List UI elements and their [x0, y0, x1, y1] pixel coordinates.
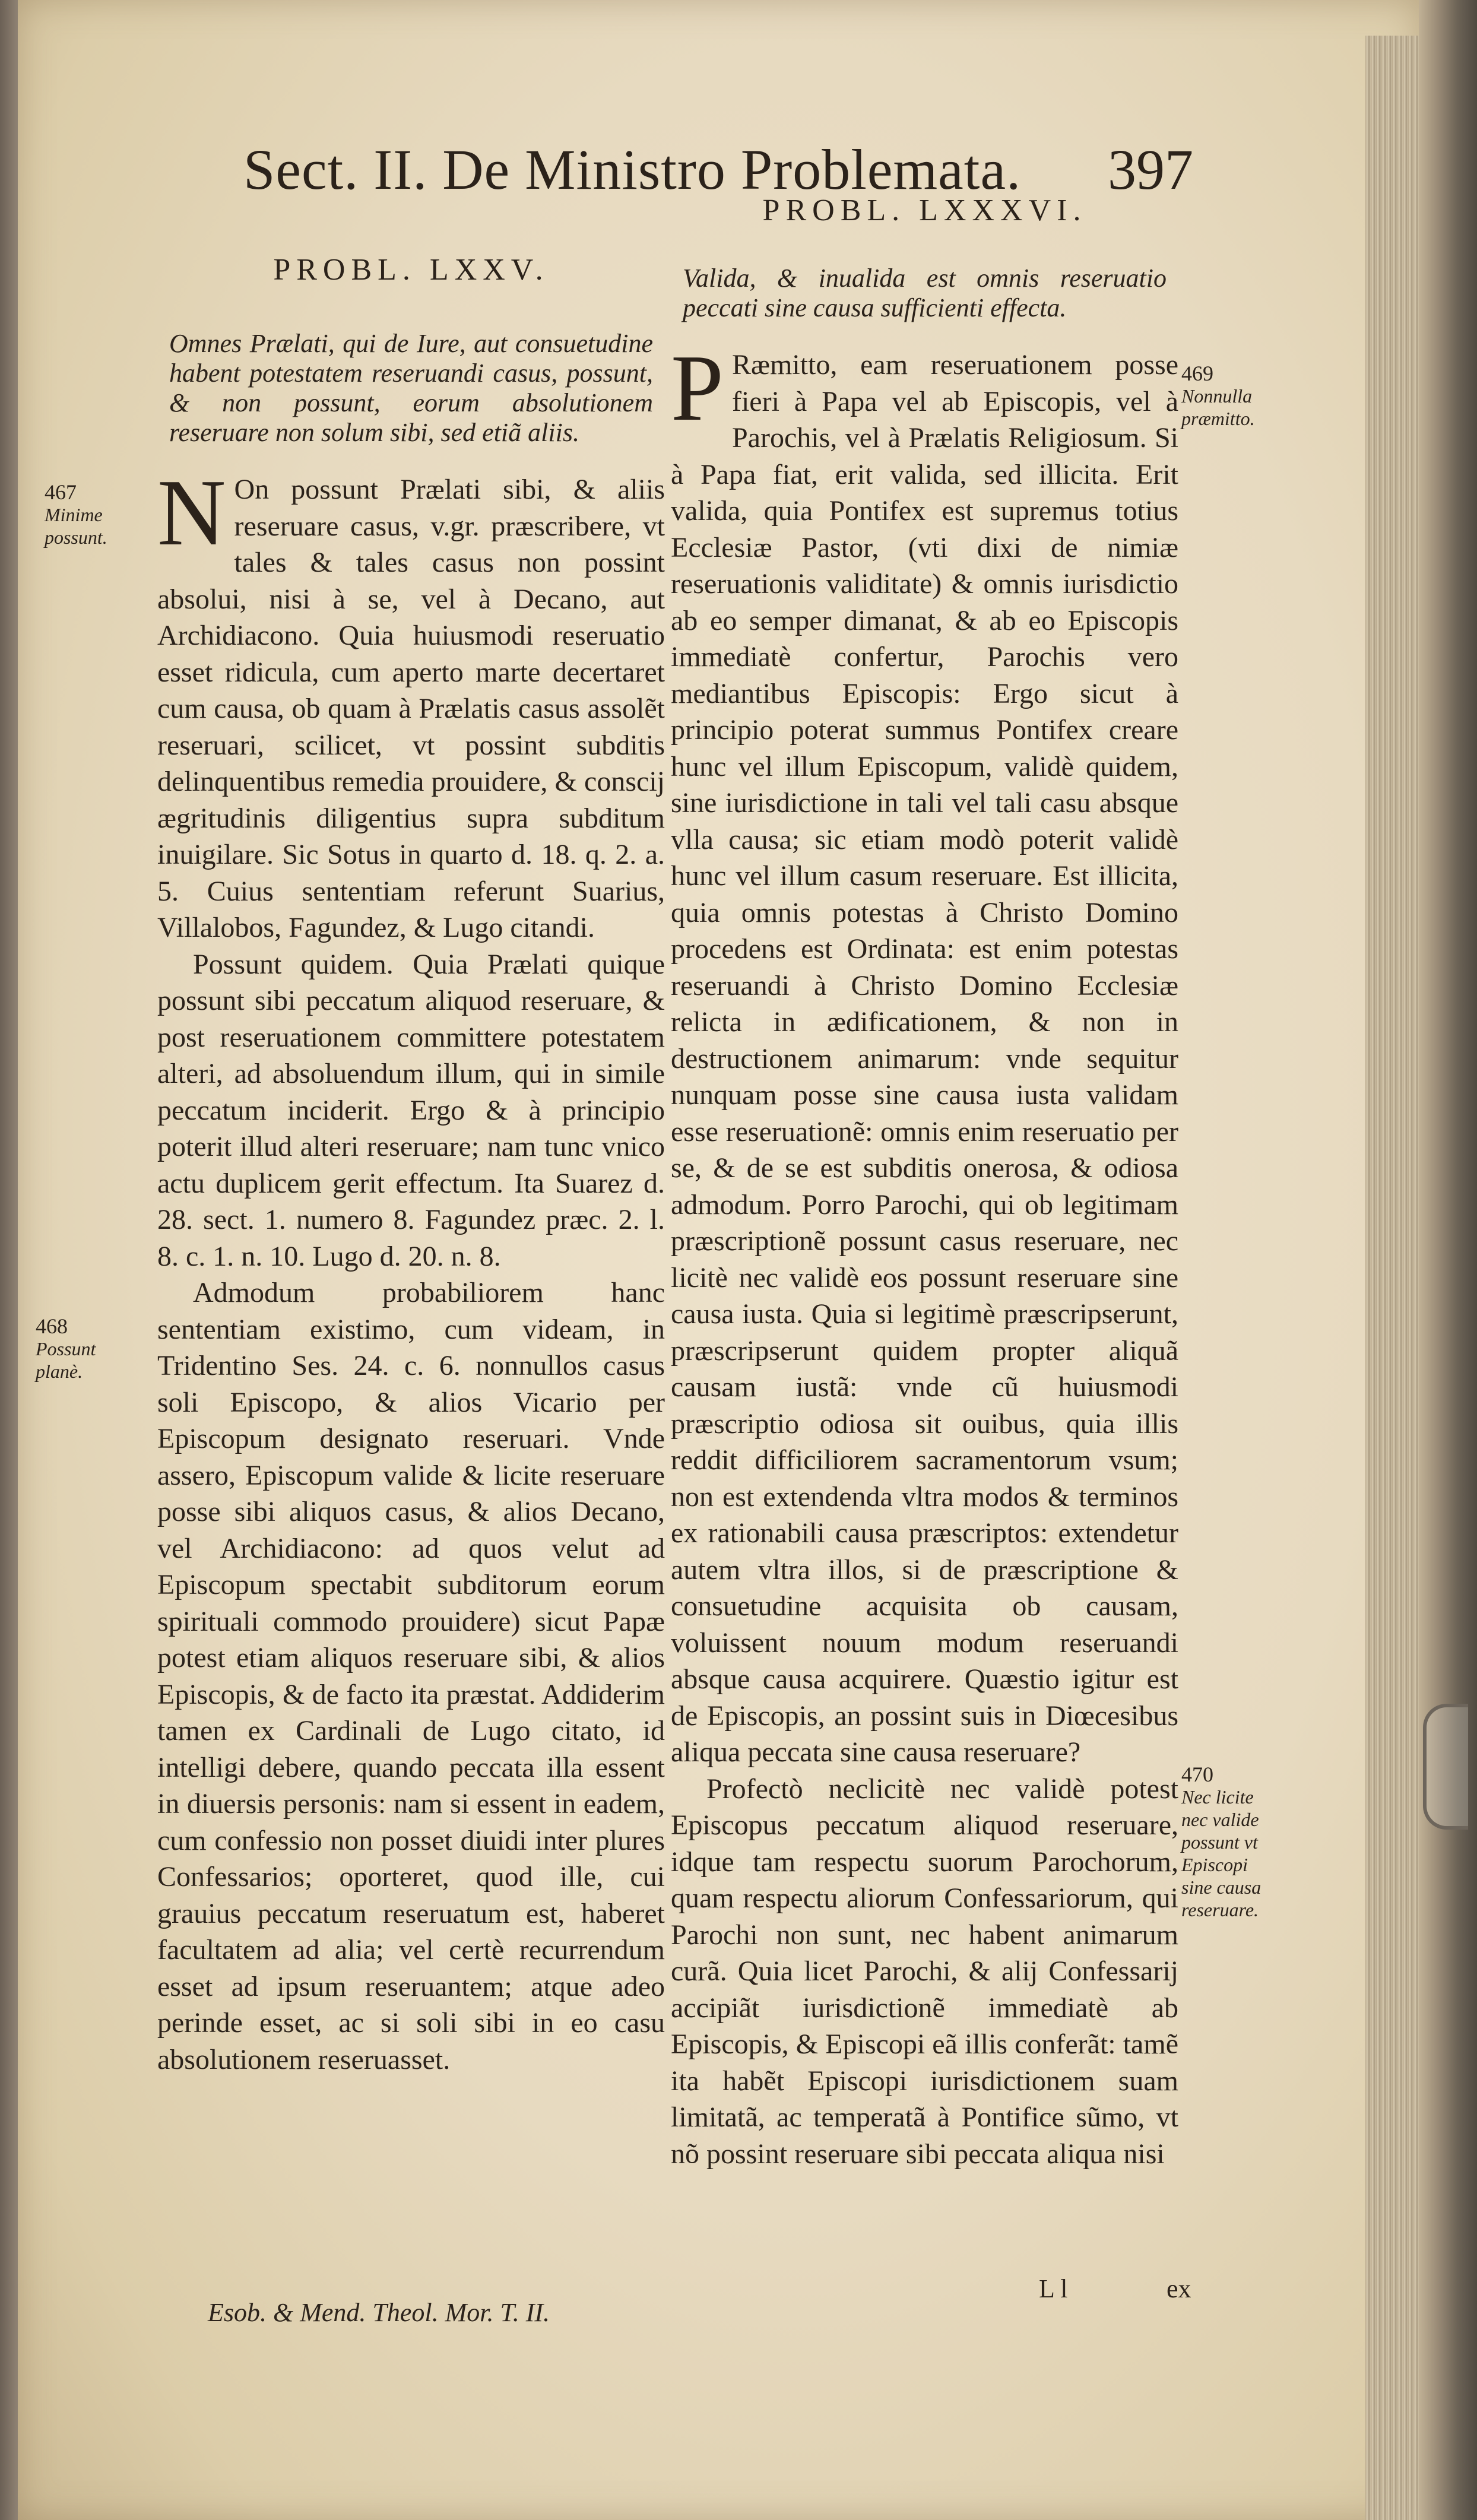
paragraph: P Ræmitto, eam reseruationem posse fieri à Papa vel ab Episcopis, vel à Parochis, vel à Prælatis Religiosum. Si à Papa fiat, erit valida, sed illicita. Erit valida, quia Pontifex est supremus totius Ecclesiæ Pastor, (vti dixi de nimiæ reseruationis validitate) & omnis iurisdictio ab eo semper dimanat, & ab eo Episcopis immediatè confertur, Parochis vero mediantibus Episcopis: Ergo sicut à principio poterat summus Pontifex creare hunc vel illum Episcopum, validè quidem, sine iurisdictione in tali vel tali casu absque vlla causa; sic etiam modò poterit validè hunc vel illum casum reseruare. Est illicita, quia omnis potestas à Christo Domino procedens est Ordinata: est enim potestas reseruandi à Christo Domino Ecclesiæ relicta in ædificationem, & non in destructionem animarum: vnde sequitur nunquam posse sine causa iusta validam esse reseruationẽ: omnis enim reseruatio per se, & de se est subditis onerosa, & odiosa admodum. Porro Parochi, qui ob legitimam præscriptionẽ possunt casus reseruare, nec licitè nec validè eos possunt reseruare sine causa iusta. Quia si legitimè præscripserunt, præscripserunt quidem propter aliquã causam iustã: vnde cũ huiusmodi præscriptio odiosa sit ouibus, quia illis reddit difficiliorem sacramentorum vsum; non est extendenda vltra modos & terminos ex rationabili causa præscriptos: extendetur autem vltra illos, si de præscriptione & consuetudine acquisita ob causam, voluissent nouum modum reseruandi absque causa acquirere. Quæstio igitur est de Episcopis, an possint suis in Diœcesibus aliqua peccata sine causa reseruare? [671, 335, 1178, 1768]
right-column [671, 194, 1178, 2172]
signature-mark: L l [1039, 2274, 1068, 2303]
margin-note-text: Nonnulla præmitto. [1181, 385, 1255, 429]
left-column [157, 229, 665, 2078]
margin-note-number: 470 [1181, 1763, 1213, 1786]
problem-heading-right: PROBL. LXXXVI. [762, 194, 1087, 227]
margin-note-text: Minime possunt. [45, 504, 107, 548]
margin-note-text: Possunt planè. [36, 1338, 96, 1382]
body-text-left [157, 459, 665, 2078]
book-clasp [1423, 1704, 1468, 1830]
margin-note [45, 481, 128, 549]
problem-summary-right: Valida, & inualida est omnis reseruatio peccati sine causa sufficienti effecta. [683, 264, 1167, 322]
paragraph: Admodum probabiliorem hanc sententiam existimo, cum videam, in Tridentino Ses. 24. c. 6. nonnullos casus soli Episcopo, & alios Vicario per Episcopum designato reseruari. Vnde assero, Episcopum valide & licite reseruare posse sibi aliquos casus, & alios Decano, vel Archidiacono: ad quos velut ad Episcopum spectabit subditorum eorum spirituali commodo prouidere) sicut Papæ potest etiam aliquos reseruare sibi, & alios Episcopis, & de facto ita præstat. Addiderim tamen ex Cardinali de Lugo citato, id intelligi debere, quando peccata illa essent in diuersis personis: nam si essent in eadem, cum confessio non posset diuidi inter plures Confessarios; oporteret, quod ille, cui grauius peccatum reseruatum est, haberet facultatem ad alia; vel certè recurrendum esset ad ipsum reseruantem; atque adeo perinde esset, ac si soli sibi in eo casu absolutionem reseruasset. [157, 1277, 665, 2075]
paragraph: Possunt quidem. Quia Prælati quique possunt sibi peccatum aliquod reseruare, & post reseruationem committere potestatem alteri, ad absoluendum illum, qui in simile peccatum inciderit. Ergo & à principio poterit illud alteri reseruare; nam tunc vnico actu duplicem gerit effectum. Ita Suarez d. 28. sect. 1. numero 8. Fagundez præc. 2. l. 8. c. 1. n. 10. Lugo d. 20. n. 8. [157, 948, 665, 1272]
margin-note-text: Nec licite nec valide possunt vt Episcopi sine causa reseruare. [1181, 1786, 1262, 1920]
problem-summary-left: Omnes Prælati, qui de Iure, aut consuetudine habent potestatem reseruandi casus, possunt, & non possunt, eorum absolutionem reseruare non solum sibi, sed etiã aliis. [169, 329, 653, 447]
margin-note-number: 468 [36, 1314, 68, 1338]
drop-cap: P [671, 335, 724, 440]
book-page [18, 0, 1419, 2520]
body-text-right [671, 335, 1178, 2172]
margin-note [1181, 362, 1264, 430]
problem-heading-left: PROBL. LXXV. [273, 253, 549, 287]
margin-note-number: 467 [45, 480, 77, 504]
margin-note [36, 1315, 119, 1383]
catchword: ex [1167, 2274, 1191, 2303]
paragraph: Profectò neclicitè nec validè potest Episcopus peccatum aliquod reseruare, idque tam respectu suorum Parochorum, quam respectu aliorum Confessariorum, qui Parochi non sunt, nec habent animarum curã. Quia licet Parochi, & alij Confessarij accipiãt iurisdictionẽ immediatè ab Episcopis, & Episcopi eã illis conferãt: tamẽ ita habẽt Episcopi iurisdictionem suam limitatã, ac temperatã à Pontifice sũmo, vt nõ possint reseruare sibi peccata aliqua nisi [671, 1773, 1178, 2170]
page-edge-strip [1365, 36, 1419, 2520]
page-number: 397 [1108, 138, 1193, 201]
margin-note-number: 469 [1181, 362, 1213, 385]
margin-note [1181, 1763, 1264, 1921]
signature-line: Esob. & Mend. Theol. Mor. T. II. [208, 2298, 550, 2327]
running-title: Sect. II. De Ministro Problemata. [243, 138, 1022, 201]
drop-cap: N [157, 459, 226, 565]
paragraph: N On possunt Prælati sibi, & aliis reseruare casus, v.gr. præscribere, vt tales & tales casus non possint absolui, nisi à se, vel à Decano, aut Archidiacono. Quia huiusmodi reseruatio esset ridicula, cum aperto marte decertaret cum causa, ob quam à Prælatis casus assolẽt reseruari, scilicet, vt possint subditis delinquentibus remedia prouidere, & conscij ægritudinis diligentius supra subditum inuigilare. Sic Sotus in quarto d. 18. q. 2. a. 5. Cuius sententiam referunt Suarius, Villalobos, Fagundez, & Lugo citandi. [157, 459, 665, 943]
